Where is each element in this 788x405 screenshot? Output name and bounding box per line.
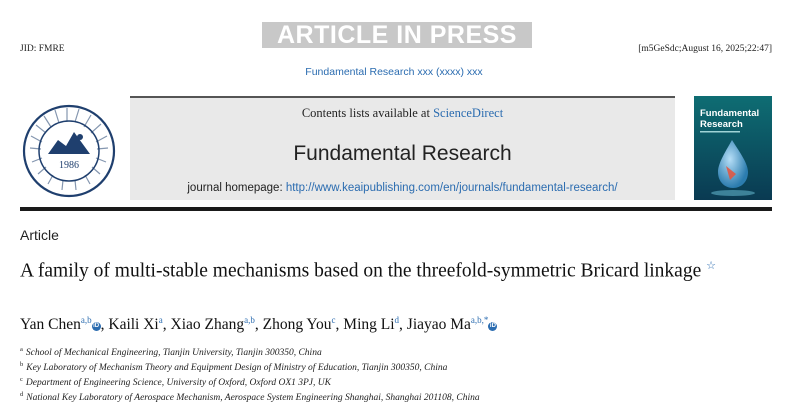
article-in-press-banner: ARTICLE IN PRESS	[262, 22, 532, 48]
author[interactable]: Ming Li$^d$	[343, 315, 400, 334]
author[interactable]: Xiao Zhang$^{a,b}$	[170, 315, 255, 334]
orcid-icon[interactable]: iD	[489, 323, 496, 330]
contents-availability	[130, 106, 675, 121]
author[interactable]: Zhong You$^c$	[262, 315, 336, 334]
author[interactable]: Kaili Xi$^a$	[108, 315, 163, 334]
affiliation: $^a$ School of Mechanical Engineering, Tianjin University, Tianjin 300350, China	[20, 346, 322, 359]
build-stamp: [m5GeSdc;August 16, 2025;22:47]	[638, 44, 772, 54]
title-footnote-star[interactable]: ☆	[706, 260, 716, 272]
orcid-icon[interactable]: iD	[93, 323, 100, 330]
journal-homepage	[130, 182, 675, 194]
article-title-text: A family of multi-stable mechanisms based on the threefold-symmetric Bricard linkage	[20, 260, 702, 282]
journal-header	[130, 96, 675, 200]
affiliation: $^b$ Key Laboratory of Mechanism Theory and Equipment Design of Ministry of Education, Tianjin 300350, China	[20, 361, 448, 374]
logo-year: 1986	[59, 160, 79, 171]
author-list: Yan Chen$^{a,b}$iD, Kaili Xi$^a$, Xiao Zhang$^{a,b}$, Zhong You$^c$, Ming Li$^d$, Jiayao $Ma^{a,b,*}iD$	[20, 315, 496, 334]
journal-cover	[694, 96, 772, 200]
journal-title: Fundamental Research	[293, 142, 512, 165]
homepage-link[interactable]: http://www.keaipublishing.com/en/journals/fundamental-research/	[285, 182, 618, 194]
nsfc-logo	[22, 104, 116, 198]
affiliation: $^c$ Department of Engineering Science, University of Oxford, Oxford OX1 3PJ, UK	[20, 376, 331, 389]
article-title	[20, 254, 720, 284]
affiliation: $^d$ National Key Laboratory of Aerospace Mechanism, Aerospace System Engineering Shanghai, Shanghai 201108, China	[20, 391, 480, 404]
cover-title-line2: Research	[700, 119, 743, 130]
author[interactable]: Yan Chen$^{a,b}$iD	[20, 315, 100, 334]
affiliation-list	[20, 344, 480, 405]
homepage-label: journal homepage:	[187, 182, 286, 194]
article-type: Article	[20, 227, 59, 243]
sciencedirect-link[interactable]: ScienceDirect	[433, 106, 504, 120]
author[interactable]: Jiayao $Ma^{a,b,*}iD$	[406, 315, 496, 334]
journal-reference-link[interactable]: Fundamental Research xxx (xxxx) xxx	[305, 66, 483, 78]
contents-prefix: Contents lists available at	[301, 106, 434, 120]
journal-id: JID: FMRE	[20, 44, 65, 54]
cover-title-line1: Fundamental	[700, 108, 760, 119]
header-rule	[20, 207, 772, 211]
